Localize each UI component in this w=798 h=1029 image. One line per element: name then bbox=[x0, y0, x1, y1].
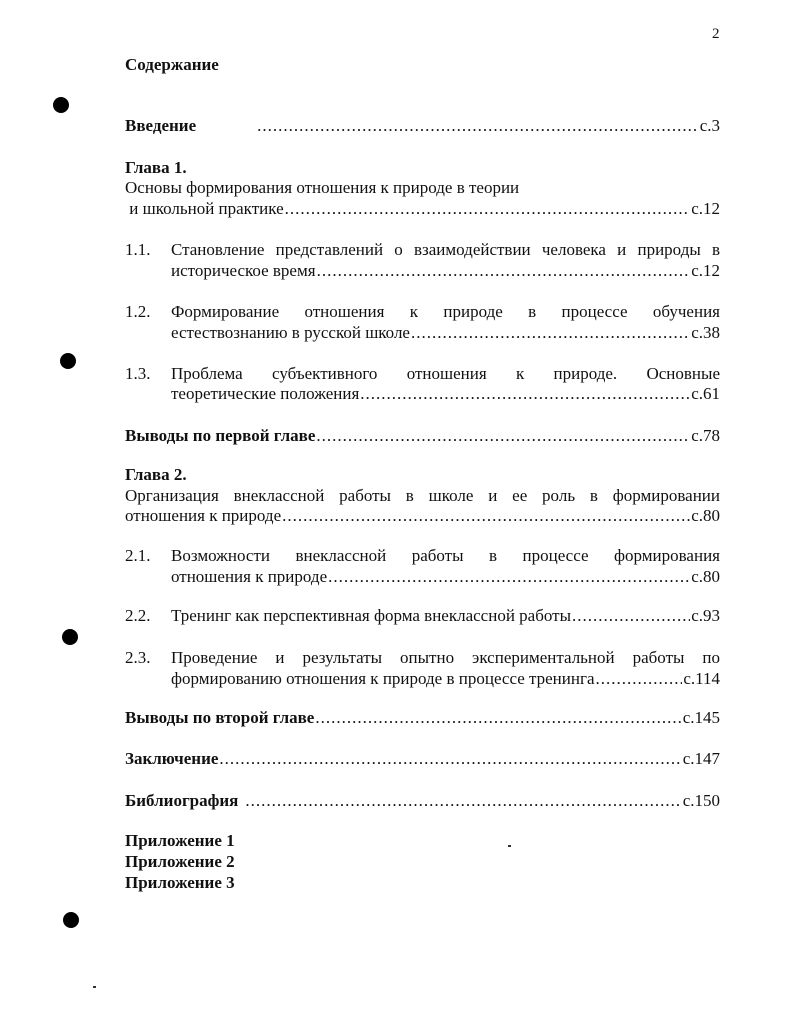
leader-dots bbox=[285, 199, 691, 219]
punch-hole bbox=[60, 353, 76, 369]
toc-entry-label: Тренинг как перспективная форма внеклассной работы bbox=[171, 606, 571, 625]
toc-entry-chapter2[interactable] bbox=[125, 506, 720, 526]
toc-entry-label: отношения к природе bbox=[125, 506, 282, 525]
toc-entry-bibliography[interactable] bbox=[125, 791, 720, 811]
toc-entry-conclusion-1[interactable] bbox=[125, 426, 720, 446]
toc-entry-page: с.78 bbox=[691, 426, 720, 445]
section-number: 2.1. bbox=[125, 546, 151, 565]
chapter-heading: Глава 1. bbox=[125, 158, 187, 177]
chapter-title: Основы формирования отношения к природе в теории bbox=[125, 178, 520, 197]
toc-entry-page: с.3 bbox=[699, 116, 720, 135]
toc-entry-2-3[interactable] bbox=[171, 669, 720, 689]
toc-entry-page: с.114 bbox=[683, 669, 720, 688]
toc-entry-2-1[interactable] bbox=[171, 567, 720, 587]
section-title: Возможности внеклассной работы в процессе формирования bbox=[171, 546, 720, 565]
toc-entry-page: с.145 bbox=[682, 708, 720, 727]
toc-entry-page: с.93 bbox=[691, 606, 720, 625]
toc-entry-intro[interactable] bbox=[125, 116, 720, 136]
scan-speck bbox=[93, 986, 96, 988]
toc-entry-label: историческое время bbox=[171, 261, 316, 280]
section-number: 1.1. bbox=[125, 240, 151, 259]
leader-dots bbox=[317, 261, 691, 281]
toc-entry-page: с.150 bbox=[682, 791, 720, 810]
leader-dots bbox=[257, 116, 699, 136]
toc-entry-label: теоретические положения bbox=[171, 384, 360, 403]
toc-entry-appendix-3[interactable]: Приложение 3 bbox=[125, 873, 235, 892]
leader-dots bbox=[282, 506, 690, 526]
toc-entry-label: отношения к природе bbox=[171, 567, 328, 586]
page-title: Содержание bbox=[125, 55, 219, 74]
section-number: 2.2. bbox=[125, 606, 151, 625]
punch-hole bbox=[63, 912, 79, 928]
toc-entry-label: Введение bbox=[125, 116, 197, 135]
toc-entry-label: и школьной практике bbox=[125, 199, 284, 218]
toc-entry-1-2[interactable] bbox=[171, 323, 720, 343]
toc-entry-page: с.38 bbox=[691, 323, 720, 342]
toc-entry-page: с.147 bbox=[682, 749, 720, 768]
toc-entry-page: с.80 bbox=[691, 567, 720, 586]
toc-entry-appendix-2[interactable]: Приложение 2 bbox=[125, 852, 235, 871]
leader-dots bbox=[219, 749, 681, 769]
leader-dots bbox=[316, 426, 690, 446]
section-title: Формирование отношения к природе в процессе обучения bbox=[171, 302, 720, 321]
page-number: 2 bbox=[712, 26, 720, 42]
chapter-title: Организация внеклассной работы в школе и ее роль в формировании bbox=[125, 486, 720, 505]
chapter-heading: Глава 2. bbox=[125, 465, 187, 484]
toc-entry-label: Выводы по второй главе bbox=[125, 708, 315, 727]
toc-entry-page: с.61 bbox=[691, 384, 720, 403]
leader-dots bbox=[572, 606, 690, 626]
leader-dots bbox=[411, 323, 690, 343]
leader-dots bbox=[596, 669, 683, 689]
leader-dots bbox=[328, 567, 690, 587]
toc-entry-label: Библиография bbox=[125, 791, 239, 810]
toc-entry-label: формированию отношения к природе в процессе тренинга bbox=[171, 669, 595, 688]
toc-entry-label: Заключение bbox=[125, 749, 219, 768]
toc-entry-1-1[interactable] bbox=[171, 261, 720, 281]
toc-entry-page: с.12 bbox=[691, 261, 720, 280]
toc-entry-label: естествознанию в русской школе bbox=[171, 323, 410, 342]
toc-entry-appendix-1[interactable]: Приложение 1 bbox=[125, 831, 235, 850]
toc-entry-chapter1[interactable] bbox=[125, 199, 720, 219]
section-title: Становление представлений о взаимодействии человека и природы в bbox=[171, 240, 720, 259]
punch-hole bbox=[53, 97, 69, 113]
section-title: Проведение и результаты опытно экспериментальной работы по bbox=[171, 648, 720, 667]
section-number: 2.3. bbox=[125, 648, 151, 667]
toc-entry-conclusion-2[interactable] bbox=[125, 708, 720, 728]
section-number: 1.3. bbox=[125, 364, 151, 383]
leader-dots bbox=[245, 791, 681, 811]
leader-dots bbox=[360, 384, 690, 404]
toc-entry-2-2[interactable] bbox=[171, 606, 720, 626]
leader-dots bbox=[315, 708, 681, 728]
toc-entry-page: с.12 bbox=[691, 199, 720, 218]
section-number: 1.2. bbox=[125, 302, 151, 321]
punch-hole bbox=[62, 629, 78, 645]
toc-entry-page: с.80 bbox=[691, 506, 720, 525]
toc-entry-1-3[interactable] bbox=[171, 384, 720, 404]
toc-entry-label: Выводы по первой главе bbox=[125, 426, 316, 445]
toc-entry-closing[interactable] bbox=[125, 749, 720, 769]
section-title: Проблема субъективного отношения к природе. Основные bbox=[171, 364, 720, 383]
